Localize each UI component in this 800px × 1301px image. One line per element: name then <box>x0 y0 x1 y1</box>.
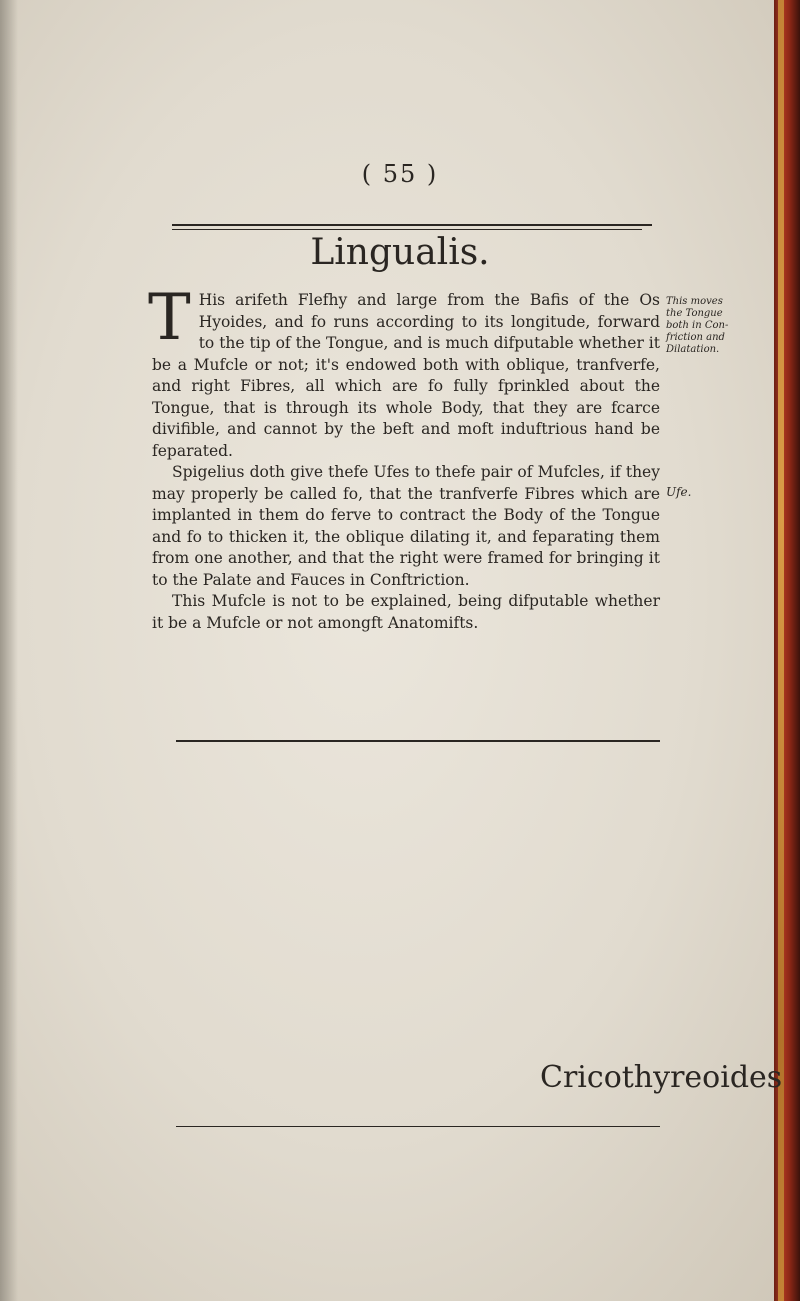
gilt-edge <box>778 0 784 1301</box>
page-edge <box>774 0 800 1301</box>
paragraph-1-text: His arifeth Flefhy and large from the Bafis of the Os Hyoides, and fo runs according to its longitude, forward to the tip of the Tongue, and is much difputable whether it be a Mufcle or not; it's endowed both with oblique, tranfverfe, and right Fibres, all which are fo fully fprinkled about the Tongue, that is through its whole Body, that they are fcarce divifible, and cannot by the beft and moft induftrious hand be feparated. <box>152 291 660 460</box>
drop-cap: T <box>148 281 191 355</box>
paragraph-3: This Mufcle is not to be explained, being difputable whether it be a Mufcle or not amongft Anatomifts. <box>152 592 660 632</box>
margin-note-action: This moves the Tongue both in Confriction and Dilatation. <box>666 296 729 355</box>
paragraph-1 <box>148 281 660 462</box>
binding-shadow <box>0 0 18 1301</box>
margin-note-use: Ufe. <box>666 485 692 499</box>
header-rule-thin <box>172 229 642 230</box>
footer-rule <box>176 740 660 742</box>
paragraph-2: Spigelius doth give thefe Ufes to thefe pair of Mufcles, if they may properly be called fo, that the tranfverfe Fibres which are implanted in them do ferve to contract the Body of the Tongue and fo to thicken it, the oblique dilating it, and feparating them from one another, and that the right were framed for bringing it to the Palate and Fauces in Conftriction. <box>152 463 660 589</box>
header-rule <box>172 224 652 226</box>
body-text <box>148 281 660 634</box>
page-number: ( 55 ) <box>361 160 439 188</box>
catchword: Cricothyreoides <box>540 1060 783 1095</box>
bottom-rule <box>176 1126 660 1127</box>
section-heading: Lingualis. <box>310 232 490 273</box>
